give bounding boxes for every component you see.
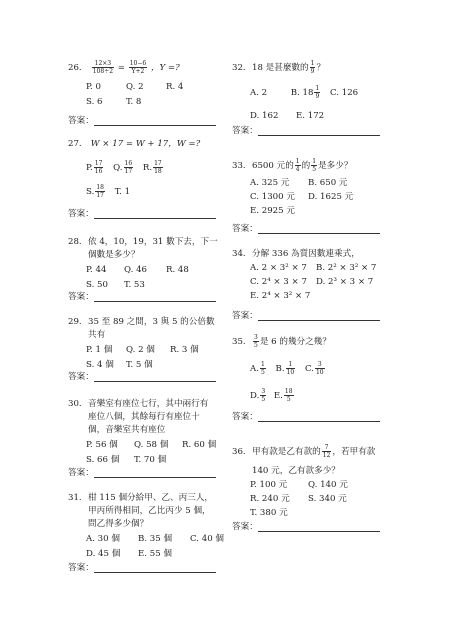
options: S. $\frac{18}{17}$ T. 1	[86, 184, 131, 199]
question-31: 31. 柑 115 個分給甲、乙、丙三人， 甲丙所得相同，乙比丙少 5 個， 問乙得多少個？ A. 30 個 B. 35 個 C. 40 個 D. 45 個 E. 55 個	[68, 492, 238, 561]
options: P. 44 Q. 46 R. 48	[86, 265, 189, 275]
question-34: 34. 分解 336 為質因數連乘式， A. 2 × 3² × 7 B. 2² × 3² × 7 C. 2⁴ × 3 × 7 D. 2³ × 3 × 7 E. 2⁴ × 3² × 7	[232, 248, 390, 303]
options: A. 325 元 B. 650 元	[250, 178, 348, 188]
question-29: 29. 35 至 89 之間，3 與 5 的公倍數 共有 P. 1 個 Q. 2 個 R. 3 個 S. 4 個 T. 5 個	[68, 317, 215, 370]
answer-line-34[interactable]: 答案：	[232, 309, 380, 321]
options: C. 2⁴ × 3 × 7 D. 2³ × 3 × 7	[250, 277, 374, 287]
options: S. 66 個 T. 70 個	[86, 455, 167, 465]
options: P. 0 Q. 2 R. 4	[86, 82, 184, 92]
question-32: 32. 18 是甚麼數的 $\frac{1}{9}$ ？ A. 2 B. 18 $\frac{1}{9}$ C. 126 D. 162 E. 172	[232, 60, 359, 121]
options: P. 56 個 Q. 58 個 R. 60 個	[86, 440, 217, 450]
fraction: $\frac{10-6}{Y+2}$	[129, 60, 147, 75]
answer-line-27[interactable]: 答案：	[68, 207, 216, 219]
options: S. 4 個 T. 5 個	[86, 360, 153, 370]
options: E. 2925 元	[250, 206, 295, 216]
options: D. 162 E. 172	[250, 111, 325, 121]
question-26: 26. $\frac{12\times 3}{108\div 2}$ = $\frac{10-6}{Y+2}$ ，Y =? P. 0 Q. 2 R. 4 S. 6 T. 8	[68, 60, 197, 109]
options: A. $\frac{1}{5}$ B. $\frac{1}{10}$ C. $\frac{3}{10}$	[250, 361, 324, 376]
answer-line-32[interactable]: 答案：	[232, 124, 380, 136]
fraction: $\frac{12\times 3}{108\div 2}$	[92, 60, 114, 75]
answer-line-31[interactable]: 答案：	[68, 561, 216, 573]
options: A. 30 個 B. 35 個 C. 40 個	[86, 534, 224, 544]
answer-line-29[interactable]: 答案：	[68, 370, 216, 382]
answer-line-33[interactable]: 答案：	[232, 222, 380, 234]
options: R. 240 元 S. 340 元	[250, 494, 347, 504]
options: P. 100 元 Q. 140 元	[250, 480, 348, 490]
answer-line-30[interactable]: 答案：	[68, 466, 216, 478]
options: S. 50 T. 53	[86, 280, 145, 290]
question-number: 26.	[68, 63, 82, 73]
options: A. 2 B. 18 $\frac{1}{9}$ C. 126	[250, 85, 359, 100]
answer-line-35[interactable]: 答案：	[232, 410, 380, 422]
question-30: 30. 音樂室有座位七行，其中兩行有 座位八個，其餘每行有座位十 個，音樂室共有座位 P. 56 個 Q. 58 個 R. 60 個 S. 66 個 T. 70 個	[68, 398, 230, 467]
options: D. 45 個 E. 55 個	[86, 549, 172, 559]
answer-line-36[interactable]: 答案：	[232, 520, 380, 532]
options: S. 6 T. 8	[86, 97, 142, 107]
answer-line-28[interactable]: 答案：	[68, 290, 216, 302]
options: C. 1300 元 D. 1625 元	[250, 192, 354, 202]
options: P. $\frac{17}{16}$ Q. $\frac{16}{17}$ R. $\frac{17}{18}$	[86, 160, 162, 175]
question-27: 27. W × 17 = W + 17，W =? P. $\frac{17}{16}$ Q. $\frac{16}{17}$ R. $\frac{17}{18}$ S. $\frac{18}{17}$ T. 1	[68, 139, 201, 199]
question-36: 36. 甲有款是乙有款的 $\frac{7}{12}$ ，若甲有款 140 元，乙有款多少？ P. 100 元 Q. 140 元 R. 240 元 S. 340 元 T. 380 元	[232, 444, 376, 518]
options: E. 2⁴ × 3² × 7	[250, 291, 311, 301]
options: T. 380 元	[250, 508, 288, 518]
question-35: 35. $\frac{3}{5}$ 是 6 的幾分之幾？ A. $\frac{1}{5}$ B. $\frac{1}{10}$ C. $\frac{3}{10}$ D. $\frac{3}{5}$ E. $\frac{18}{5}$	[232, 334, 331, 403]
options: A. 2 × 3² × 7 B. 2² × 3² × 7	[250, 263, 377, 273]
question-28: 28. 依 4，10，19，31 數下去，下一 個數是多少？ P. 44 Q. 46 R. 48 S. 50 T. 53	[68, 237, 218, 290]
answer-line-26[interactable]: 答案：	[68, 114, 216, 126]
question-33: 33. 6500 元的 $\frac{1}{4}$ 的 $\frac{1}{5}$ 是多少？ A. 325 元 B. 650 元 C. 1300 元 D. 1625 元 E. 2925 元	[232, 158, 367, 218]
options: P. 1 個 Q. 2 個 R. 3 個	[86, 345, 199, 355]
options: D. $\frac{3}{5}$ E. $\frac{18}{5}$	[250, 388, 293, 403]
